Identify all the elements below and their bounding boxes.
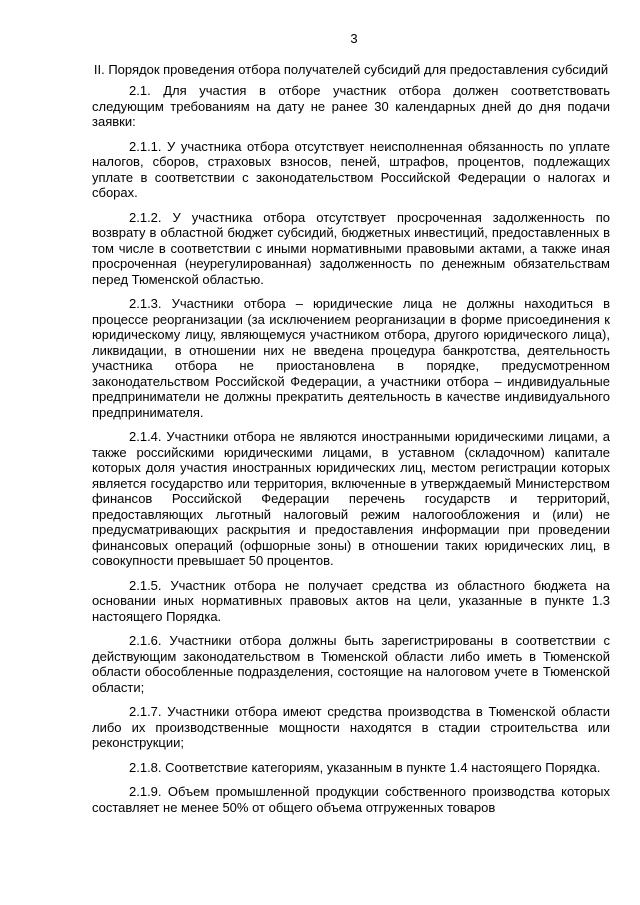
- paragraph-2-1-9: 2.1.9. Объем промышленной продукции собственного производства которых составляет не менее 50% от общего объема отгруженных товаров: [92, 784, 610, 815]
- page-number: 3: [350, 31, 358, 46]
- paragraph-2-1-5: 2.1.5. Участник отбора не получает средства из областного бюджета на основании иных нормативных правовых актов на цели, указанные в пункте 1.3 настоящего Порядка.: [92, 577, 610, 624]
- paragraph-2-1: 2.1. Для участия в отборе участник отбора должен соответствовать следующим требованиям на дату не ранее 30 календарных дней до дня подачи заявки:: [92, 83, 610, 129]
- paragraph-2-1-6: 2.1.6. Участники отбора должны быть зарегистрированы в соответствии с действующим законодательством в Тюменской области либо иметь в Тюменской области обособленные подразделения, состоящие на налоговом учете в Тюменской области;: [92, 633, 610, 695]
- paragraph-2-1-2: 2.1.2. У участника отбора отсутствует просроченная задолженность по возврату в областной бюджет субсидий, бюджетных инвестиций, предоставленных в том числе в соответствии с иными нормативными правовыми актами, а также иная просроченная (неурегулированная) задолженность по денежным обязательствам перед Тюменской областью.: [92, 209, 610, 287]
- paragraph-2-1-4: 2.1.4. Участники отбора не являются иностранными юридическими лицами, а также российскими юридическими лицами, в уставном (складочном) капитале которых доля участия иностранных юридических лиц, местом регистрации которых является государство или территория, включенные в утверждаемый Министерством финансов Российской Федерации перечень государств и территорий, предоставляющих льготный налоговый режим налогообложения и (или) не предусматривающих раскрытия и предоставления информации при проведении финансовых операций (офшорные зоны) в отношении таких юридических лиц, в совокупности превышает 50 процентов.: [92, 429, 610, 568]
- paragraph-2-1-8: 2.1.8. Соответствие категориям, указанным в пункте 1.4 настоящего Порядка.: [129, 759, 601, 775]
- document-body: [92, 83, 610, 815]
- paragraph-2-1-3: 2.1.3. Участники отбора – юридические лица не должны находиться в процессе реорганизации (за исключением реорганизации в форме присоединения к юридическому лицу, являющемуся участником отбора, другого юридического лица), ликвидации, в отношении них не введена процедура банкротства, деятельность участника отбора не приостановлена в порядке, предусмотренном законодательством Российской Федерации, а участники отбора – индивидуальные предприниматели не должны прекратить деятельность в качестве индивидуального предпринимателя.: [92, 296, 610, 420]
- paragraph-2-1-7: 2.1.7. Участники отбора имеют средства производства в Тюменской области либо их производственные мощности находятся в стадии строительства или реконструкции;: [92, 704, 610, 750]
- section-title: II. Порядок проведения отбора получателей субсидий для предоставления субсидий: [93, 62, 609, 77]
- paragraph-2-1-1: 2.1.1. У участника отбора отсутствует неисполненная обязанность по уплате налогов, сборов, страховых взносов, пеней, штрафов, процентов, подлежащих уплате в соответствии с законодательством Российской Федерации о налогах и сборах.: [92, 138, 610, 200]
